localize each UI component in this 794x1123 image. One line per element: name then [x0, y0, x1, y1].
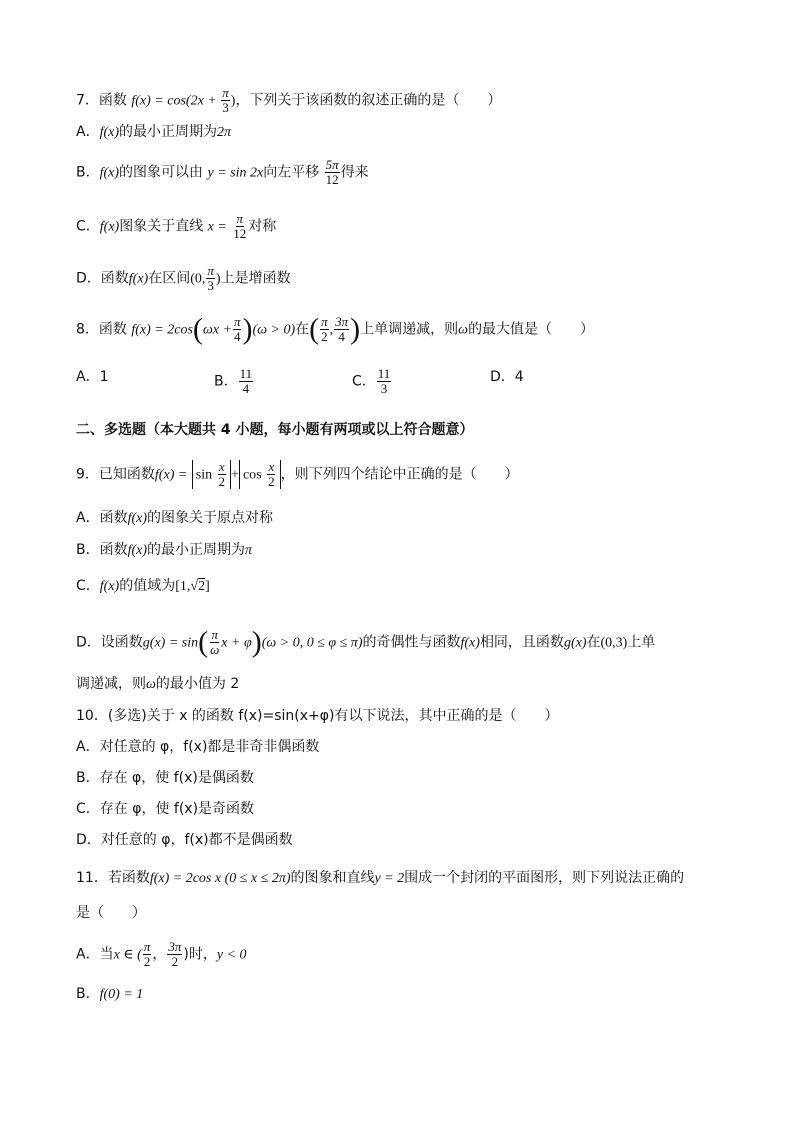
q7-frac: $\frac{\pi}{3}$ — [222, 85, 229, 115]
q9-option-d: D．设函数g(x) = sin( $\frac{\pi}{\omega}$ x + φ)(ω > 0, 0 ≤ φ ≤ π)的奇偶性与函数f(x)相同，且函数g(x)在(0,3)上单 — [76, 625, 656, 659]
q10-stem: 10．(多选)关于 x 的函数 f(x)=sin(x+φ)有以下说法，其中正确的是（ ） — [76, 708, 559, 724]
q7-formula: f(x) = cos(2x + — [131, 93, 221, 109]
q9-option-a: A．函数f(x)的图象关于原点对称 — [76, 510, 274, 526]
q8-option-d: D．4 — [490, 369, 524, 385]
q9-option-c: C．f(x)的值域为[1,√2] — [76, 578, 210, 594]
q9-stem: 9．已知函数f(x) = sin $\frac{x}{2}$ + cos $\frac{x}{2}$ ，则下列四个结论中正确的是（ ） — [76, 459, 519, 489]
q7-option-b: B．f(x)的图象可以由 y = sin 2x向左平移 $\frac{5\pi}{12}$ 得来 — [76, 157, 369, 187]
q11-option-b: B．f(0) = 1 — [76, 986, 144, 1002]
q7-stem-text: ，下列关于该函数的叙述正确的是（ ） — [235, 92, 502, 109]
q7-number: 7．函数 — [76, 92, 127, 109]
q7-option-a: A．f(x)的最小正周期为2π — [76, 124, 232, 140]
q8-option-b: B． $\frac{11}{4}$ — [214, 366, 253, 396]
q8-option-a: A．1 — [76, 369, 109, 385]
q9-abs-sin: sin $\frac{x}{2}$ — [192, 460, 231, 489]
q7-option-c: C．f(x)图象关于直线 x = $\frac{\pi}{12}$ 对称 — [76, 211, 277, 241]
q10-option-a: A．对任意的 φ，f(x)都是非奇非偶函数 — [76, 739, 320, 755]
q7-option-d: D．函数f(x)在区间(0, $\frac{\pi}{3}$ )上是增函数 — [76, 263, 291, 293]
q11-stem: 11．若函数f(x) = 2cos x (0 ≤ x ≤ 2π)的图象和直线y = 2围成一个封闭的平面图形，则下列说法正确的 — [76, 870, 685, 886]
q9-option-d-cont: 调递减，则ω的最小值为 2 — [76, 676, 240, 692]
q11-option-a: A．当x ∈ ( $\frac{\pi}{2}$ ， $\frac{3\pi}{2}$ )时，y < 0 — [76, 939, 247, 969]
q10-option-c: C．存在 φ，使 f(x)是奇函数 — [76, 801, 255, 817]
q10-option-d: D．对任意的 φ，f(x)都不是偶函数 — [76, 832, 293, 848]
q8-option-c: C． $\frac{11}{3}$ — [352, 366, 391, 396]
q11-stem-cont: 是（ ） — [76, 905, 146, 921]
section-heading: 二、多选题（本大题共 4 小题，每小题有两项或以上符合题意） — [76, 422, 474, 438]
q8-stem: 8．函数 f(x) = 2cos(ωx + $\frac{\pi}{4}$ )(ω > 0)在( $\frac{\pi}{2}$ , $\frac{3\pi}{4}$ )上单调递减，则ω的最大值是（ ） — [76, 312, 595, 346]
q9-abs-cos: cos $\frac{x}{2}$ — [239, 460, 281, 489]
q9-option-b: B．函数f(x)的最小正周期为π — [76, 542, 253, 558]
q7-stem: 7．函数 f(x) = cos(2x + $\frac{\pi}{3}$ )，下列关于该函数的叙述正确的是（ ） — [76, 85, 502, 115]
q10-option-b: B．存在 φ，使 f(x)是偶函数 — [76, 770, 254, 786]
